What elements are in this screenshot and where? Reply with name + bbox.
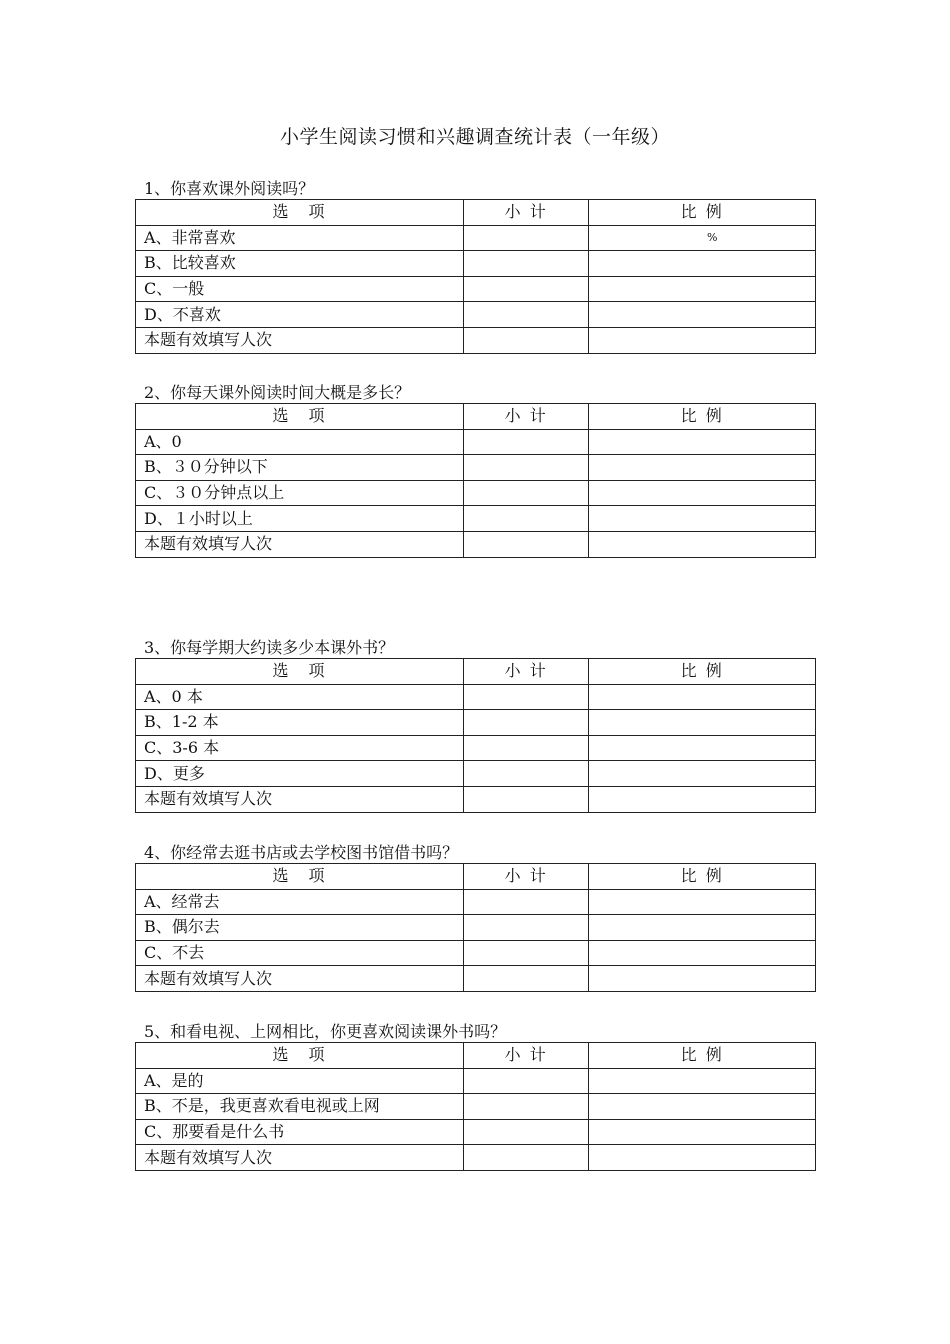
ratio-cell[interactable] xyxy=(589,710,816,736)
subtotal-cell[interactable] xyxy=(464,710,589,736)
option-label: 本题有效填写人次 xyxy=(136,1145,464,1171)
table-header-row xyxy=(136,659,816,685)
table-row xyxy=(136,276,816,302)
table-row xyxy=(136,455,816,481)
question-4: 4、你经常去逛书店或去学校图书馆借书吗？ xyxy=(144,843,459,862)
table-q4 xyxy=(135,863,816,992)
subtotal-cell[interactable] xyxy=(464,1094,589,1120)
header-option: 选 项 xyxy=(136,404,464,430)
subtotal-cell[interactable] xyxy=(464,966,589,992)
table-row xyxy=(136,735,816,761)
ratio-cell[interactable] xyxy=(589,276,816,302)
subtotal-cell[interactable] xyxy=(464,506,589,532)
option-label: D、１小时以上 xyxy=(136,506,464,532)
ratio-cell[interactable] xyxy=(589,684,816,710)
header-ratio: 比 例 xyxy=(589,404,816,430)
ratio-cell[interactable] xyxy=(589,455,816,481)
table-header-row xyxy=(136,1043,816,1069)
ratio-cell[interactable] xyxy=(589,735,816,761)
subtotal-cell[interactable] xyxy=(464,684,589,710)
option-label: B、偶尔去 xyxy=(136,915,464,941)
table-row xyxy=(136,889,816,915)
subtotal-cell[interactable] xyxy=(464,327,589,353)
header-subtotal: 小 计 xyxy=(464,864,589,890)
header-option: 选 项 xyxy=(136,1043,464,1069)
table-row xyxy=(136,710,816,736)
ratio-cell[interactable] xyxy=(589,327,816,353)
option-label: A、0 本 xyxy=(136,684,464,710)
subtotal-cell[interactable] xyxy=(464,1068,589,1094)
table-row xyxy=(136,761,816,787)
header-option: 选 项 xyxy=(136,659,464,685)
ratio-cell[interactable] xyxy=(589,1145,816,1171)
subtotal-cell[interactable] xyxy=(464,455,589,481)
subtotal-cell[interactable] xyxy=(464,889,589,915)
subtotal-cell[interactable] xyxy=(464,761,589,787)
subtotal-cell[interactable] xyxy=(464,225,589,251)
ratio-cell[interactable] xyxy=(589,480,816,506)
option-label: B、不是，我更喜欢看电视或上网 xyxy=(136,1094,464,1120)
option-label: D、更多 xyxy=(136,761,464,787)
option-label: B、比较喜欢 xyxy=(136,251,464,277)
header-ratio: 比 例 xyxy=(589,200,816,226)
subtotal-cell[interactable] xyxy=(464,1145,589,1171)
table-q5 xyxy=(135,1042,816,1171)
table-header-row xyxy=(136,864,816,890)
subtotal-cell[interactable] xyxy=(464,940,589,966)
option-label: B、３０分钟以下 xyxy=(136,455,464,481)
ratio-cell[interactable] xyxy=(589,251,816,277)
table-row xyxy=(136,786,816,812)
option-label: 本题有效填写人次 xyxy=(136,327,464,353)
header-ratio: 比 例 xyxy=(589,659,816,685)
ratio-cell[interactable] xyxy=(589,940,816,966)
table-row xyxy=(136,1094,816,1120)
table-row xyxy=(136,940,816,966)
option-label: A、经常去 xyxy=(136,889,464,915)
question-3: 3、你每学期大约读多少本课外书？ xyxy=(144,638,395,657)
option-label: A、非常喜欢 xyxy=(136,225,464,251)
ratio-cell[interactable] xyxy=(589,1068,816,1094)
subtotal-cell[interactable] xyxy=(464,531,589,557)
subtotal-cell[interactable] xyxy=(464,302,589,328)
header-option: 选 项 xyxy=(136,200,464,226)
table-row xyxy=(136,915,816,941)
option-label: C、那要看是什么书 xyxy=(136,1119,464,1145)
table-row xyxy=(136,684,816,710)
option-label: A、是的 xyxy=(136,1068,464,1094)
subtotal-cell[interactable] xyxy=(464,786,589,812)
table-row xyxy=(136,480,816,506)
ratio-cell[interactable] xyxy=(589,1119,816,1145)
table-row xyxy=(136,1068,816,1094)
option-label: C、不去 xyxy=(136,940,464,966)
table-row xyxy=(136,506,816,532)
option-label: C、3-6 本 xyxy=(136,735,464,761)
ratio-cell[interactable] xyxy=(589,915,816,941)
subtotal-cell[interactable] xyxy=(464,429,589,455)
ratio-cell[interactable] xyxy=(589,1094,816,1120)
ratio-cell[interactable] xyxy=(589,966,816,992)
header-ratio: 比 例 xyxy=(589,1043,816,1069)
ratio-cell[interactable] xyxy=(589,531,816,557)
subtotal-cell[interactable] xyxy=(464,251,589,277)
header-subtotal: 小 计 xyxy=(464,1043,589,1069)
table-row xyxy=(136,429,816,455)
table-q1 xyxy=(135,199,816,354)
table-row xyxy=(136,1145,816,1171)
table-row xyxy=(136,966,816,992)
table-header-row xyxy=(136,200,816,226)
option-label: A、0 xyxy=(136,429,464,455)
ratio-cell[interactable] xyxy=(589,889,816,915)
subtotal-cell[interactable] xyxy=(464,276,589,302)
subtotal-cell[interactable] xyxy=(464,480,589,506)
option-label: 本题有效填写人次 xyxy=(136,531,464,557)
option-label: 本题有效填写人次 xyxy=(136,966,464,992)
table-row xyxy=(136,302,816,328)
ratio-cell[interactable] xyxy=(589,761,816,787)
table-row xyxy=(136,531,816,557)
option-label: C、一般 xyxy=(136,276,464,302)
question-1: 1、你喜欢课外阅读吗？ xyxy=(144,179,315,198)
question-2: 2、你每天课外阅读时间大概是多长？ xyxy=(144,383,411,402)
ratio-cell[interactable] xyxy=(589,302,816,328)
subtotal-cell[interactable] xyxy=(464,915,589,941)
subtotal-cell[interactable] xyxy=(464,735,589,761)
ratio-cell[interactable] xyxy=(589,786,816,812)
table-row xyxy=(136,225,816,251)
table-header-row xyxy=(136,404,816,430)
option-label: C、３０分钟点以上 xyxy=(136,480,464,506)
table-row xyxy=(136,1119,816,1145)
option-label: D、不喜欢 xyxy=(136,302,464,328)
ratio-cell[interactable] xyxy=(589,506,816,532)
table-row xyxy=(136,327,816,353)
header-subtotal: 小 计 xyxy=(464,659,589,685)
table-row xyxy=(136,251,816,277)
option-label: 本题有效填写人次 xyxy=(136,786,464,812)
header-subtotal: 小 计 xyxy=(464,404,589,430)
subtotal-cell[interactable] xyxy=(464,1119,589,1145)
header-option: 选 项 xyxy=(136,864,464,890)
ratio-cell[interactable] xyxy=(589,429,816,455)
header-ratio: 比 例 xyxy=(589,864,816,890)
table-q2 xyxy=(135,403,816,558)
page-title: 小学生阅读习惯和兴趣调查统计表（一年级） xyxy=(279,126,670,148)
ratio-cell[interactable]: % xyxy=(589,225,816,251)
header-subtotal: 小 计 xyxy=(464,200,589,226)
table-q3 xyxy=(135,658,816,813)
option-label: B、1-2 本 xyxy=(136,710,464,736)
question-5: 5、和看电视、上网相比，你更喜欢阅读课外书吗？ xyxy=(144,1022,507,1041)
